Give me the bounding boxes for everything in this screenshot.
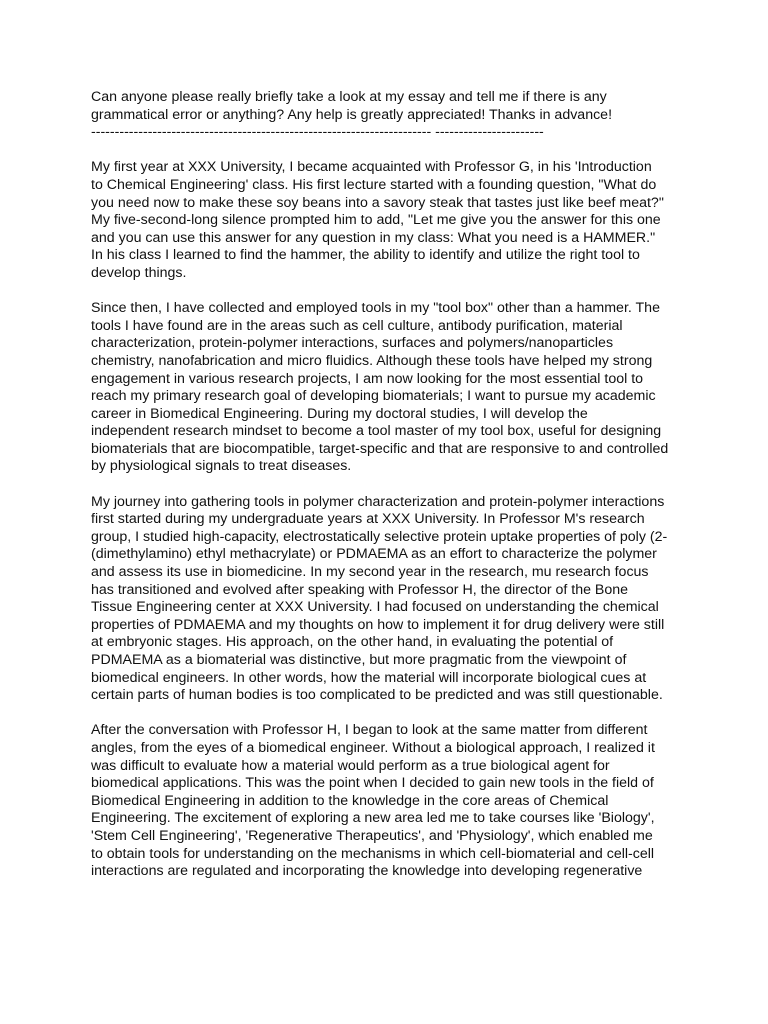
text-line: engagement in various research projects, I am now looking for the most essential tool to — [91, 370, 644, 387]
text-line: has transitioned and evolved after speaking with Professor H, the director of the Bone — [91, 581, 629, 598]
essay-paragraph-2 — [91, 300, 711, 476]
text-line: and you can use this answer for any question in my class: What you need is a HAMMER." — [91, 229, 656, 246]
essay-document — [91, 89, 711, 881]
text-line: first started during my undergraduate years at XXX University. In Professor M's research — [91, 511, 645, 528]
text-line: Can anyone please really briefly take a look at my essay and tell me if there is any — [91, 89, 607, 105]
text-line: In his class I learned to find the hammer, the ability to identify and utilize the right tool to — [91, 247, 640, 264]
separator-line: ------------------------------------------------------------------------ ----------------------- — [91, 124, 544, 141]
text-line: 'Stem Cell Engineering', 'Regenerative Therapeutics', and 'Physiology', which enabled me — [91, 827, 653, 844]
text-line: at embryonic stages. His approach, on the other hand, in evaluating the potential of — [91, 634, 614, 651]
text-line: independent research mindset to become a tool master of my tool box, useful for designing — [91, 423, 662, 440]
text-line: My five-second-long silence prompted him to add, "Let me give you the answer for this one — [91, 212, 661, 229]
text-line: After the conversation with Professor H, I began to look at the same matter from different — [91, 722, 648, 739]
text-line: certain parts of human bodies is too complicated to be predicted and was still questionable. — [91, 687, 663, 704]
text-line: group, I studied high-capacity, electrostatically selective protein uptake properties of poly (2- — [91, 528, 668, 545]
essay-paragraph-3 — [91, 494, 711, 705]
text-line: biomedical applications. This was the point when I decided to gain new tools in the field of — [91, 775, 654, 792]
text-line: tools I have found are in the areas such as cell culture, antibody purification, material — [91, 317, 623, 334]
text-line: biomaterials that are biocompatible, target-specific and that are responsive to and controlled — [91, 440, 669, 457]
text-line: interactions are regulated and incorporating the knowledge into developing regenerative — [91, 863, 643, 880]
text-line: grammatical error or anything? Any help is greatly appreciated! Thanks in advance! — [91, 106, 613, 123]
text-line: by physiological signals to treat diseases. — [91, 458, 352, 475]
text-line: Since then, I have collected and employed tools in my "tool box" other than a hammer. The — [91, 300, 660, 317]
text-line: to Chemical Engineering' class. His first lecture started with a founding question, "What do — [91, 176, 657, 193]
text-line: My first year at XXX University, I became acquainted with Professor G, in his 'Introduction — [91, 159, 652, 176]
text-line: (dimethylamino) ethyl methacrylate) or PDMAEMA as an effort to characterize the polymer — [91, 546, 657, 563]
text-line: PDMAEMA as a biomaterial was distinctive, but more pragmatic from the viewpoint of — [91, 652, 627, 668]
text-line: Biomedical Engineering in addition to the knowledge in the core areas of Chemical — [91, 792, 609, 809]
text-line: you need now to make these soy beans into a savory steak that tastes just like beef meat?" — [91, 194, 664, 211]
text-line: reach my primary research goal of developing biomaterials; I want to pursue my academic — [91, 388, 656, 405]
text-line: properties of PDMAEMA and my thoughts on how to implement it for drug delivery were still — [91, 616, 665, 633]
text-line: develop things. — [91, 264, 187, 281]
text-line: characterization, protein-polymer interactions, surfaces and polymers/nanoparticles — [91, 335, 614, 352]
text-line: to obtain tools for understanding on the mechanisms in which cell-biomaterial and cell-cell — [91, 845, 655, 862]
text-line: was difficult to evaluate how a material would perform as a true biological agent for — [91, 757, 610, 774]
text-line: and assess its use in biomedicine. In my second year in the research, mu research focus — [91, 564, 649, 581]
text-line: Tissue Engineering center at XXX University. I had focused on understanding the chemical — [91, 599, 659, 616]
text-line: angles, from the eyes of a biomedical engineer. Without a biological approach, I realized it — [91, 739, 655, 756]
essay-paragraph-1 — [91, 159, 711, 282]
text-line: chemistry, nanofabrication and micro fluidics. Although these tools have helped my strong — [91, 352, 653, 369]
essay-paragraph-4 — [91, 722, 711, 880]
text-line: biomedical engineers. In other words, how the material will incorporate biological cues at — [91, 669, 647, 686]
text-line: My journey into gathering tools in polymer characterization and protein-polymer interactions — [91, 493, 665, 510]
text-line: career in Biomedical Engineering. During my doctoral studies, I will develop the — [91, 405, 588, 422]
request-paragraph — [91, 89, 711, 142]
text-line: Engineering. The excitement of exploring a new area led me to take courses like 'Biology', — [91, 810, 655, 827]
